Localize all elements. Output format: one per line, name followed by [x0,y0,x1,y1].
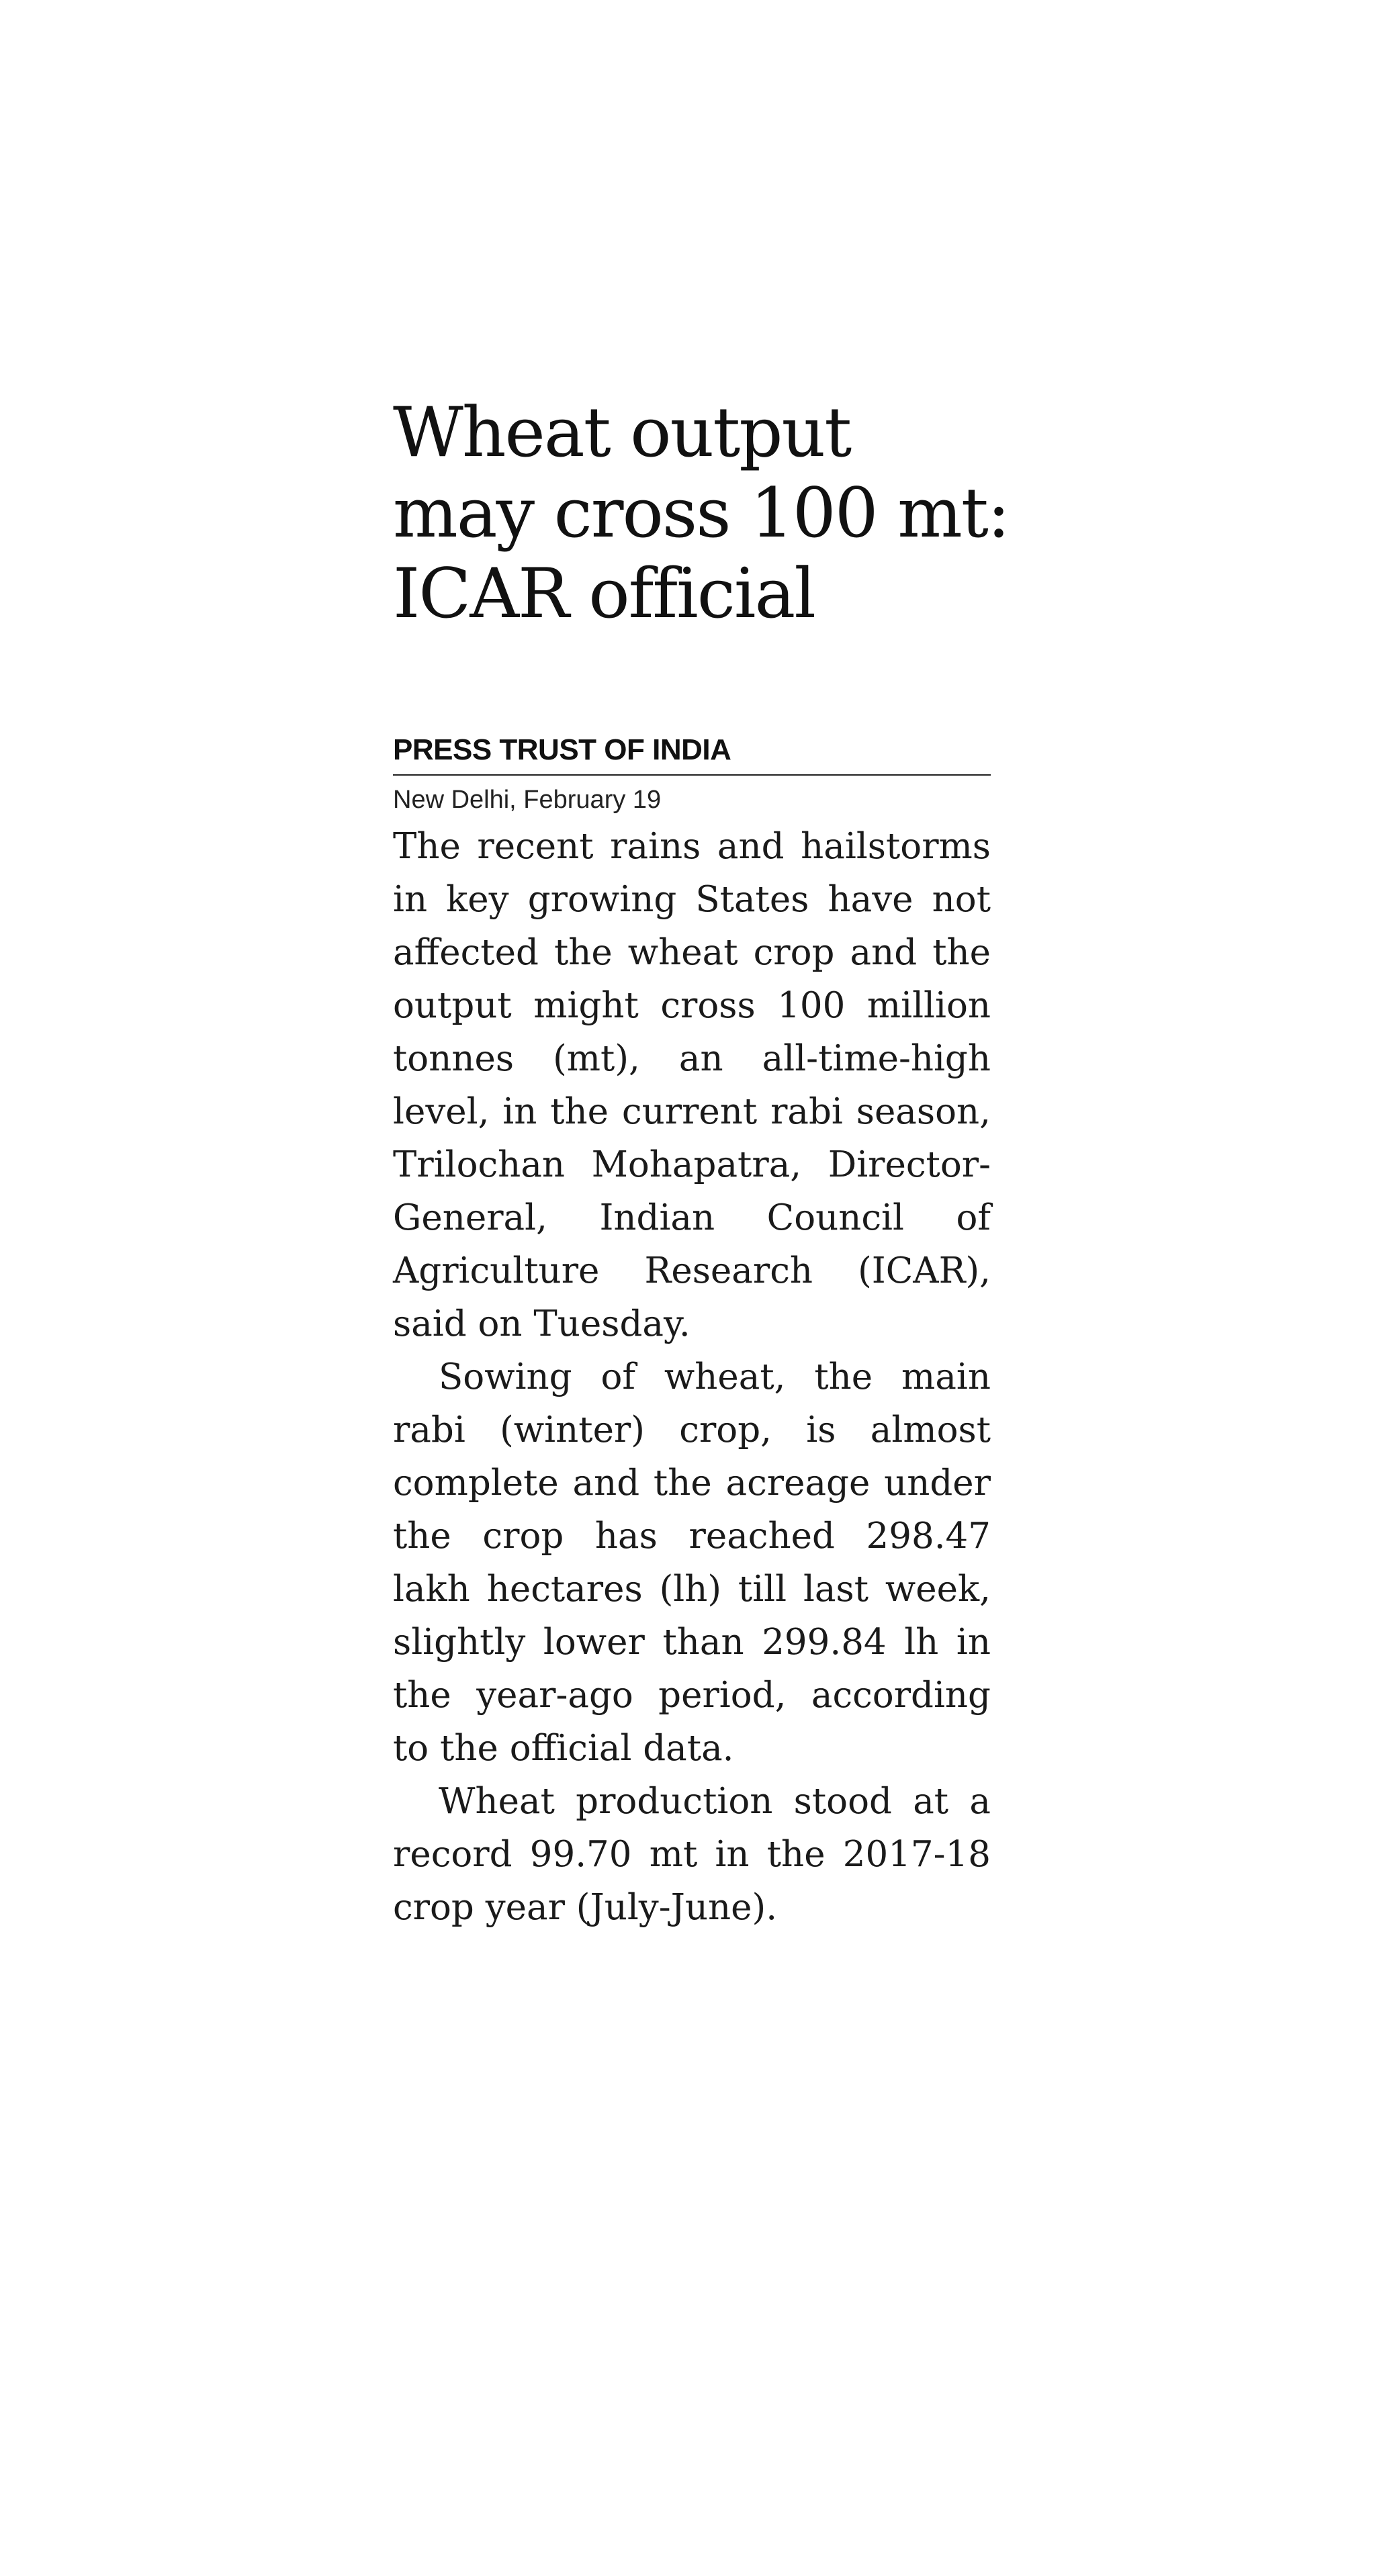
paragraph-1: The recent rains and hailstorms in key growing States have not affected the wheat crop and the output might cross 100 million tonnes (mt), an all-time-high level, in the current rabi season, Trilochan Mohapatra, Director-General, Indian Council of Agriculture Research (ICAR), said on Tuesday. [393,826,991,1344]
news-clipping [393,393,1010,1934]
article-body [393,820,991,1934]
byline-divider [393,774,991,776]
headline-line-3: ICAR official [393,554,815,634]
paragraph-3: Wheat production stood at a record 99.70 mt in the 2017-18 crop year (July-June). [393,1781,991,1928]
headline-line-2: may cross 100 mt: [393,473,1010,553]
headline-line-1: Wheat output [393,393,851,473]
headline [393,393,1010,635]
dateline: New Delhi, February 19 [393,786,662,814]
paragraph-2: Sowing of wheat, the main rabi (winter) crop, is almost complete and the acreage under the crop has reached 298.47 lakh hectares (lh) till last week, slightly lower than 299.84 lh in the year-ago period, according to the official data. [393,1356,991,1769]
agency-byline: PRESS TRUST OF INDIA [393,733,731,766]
